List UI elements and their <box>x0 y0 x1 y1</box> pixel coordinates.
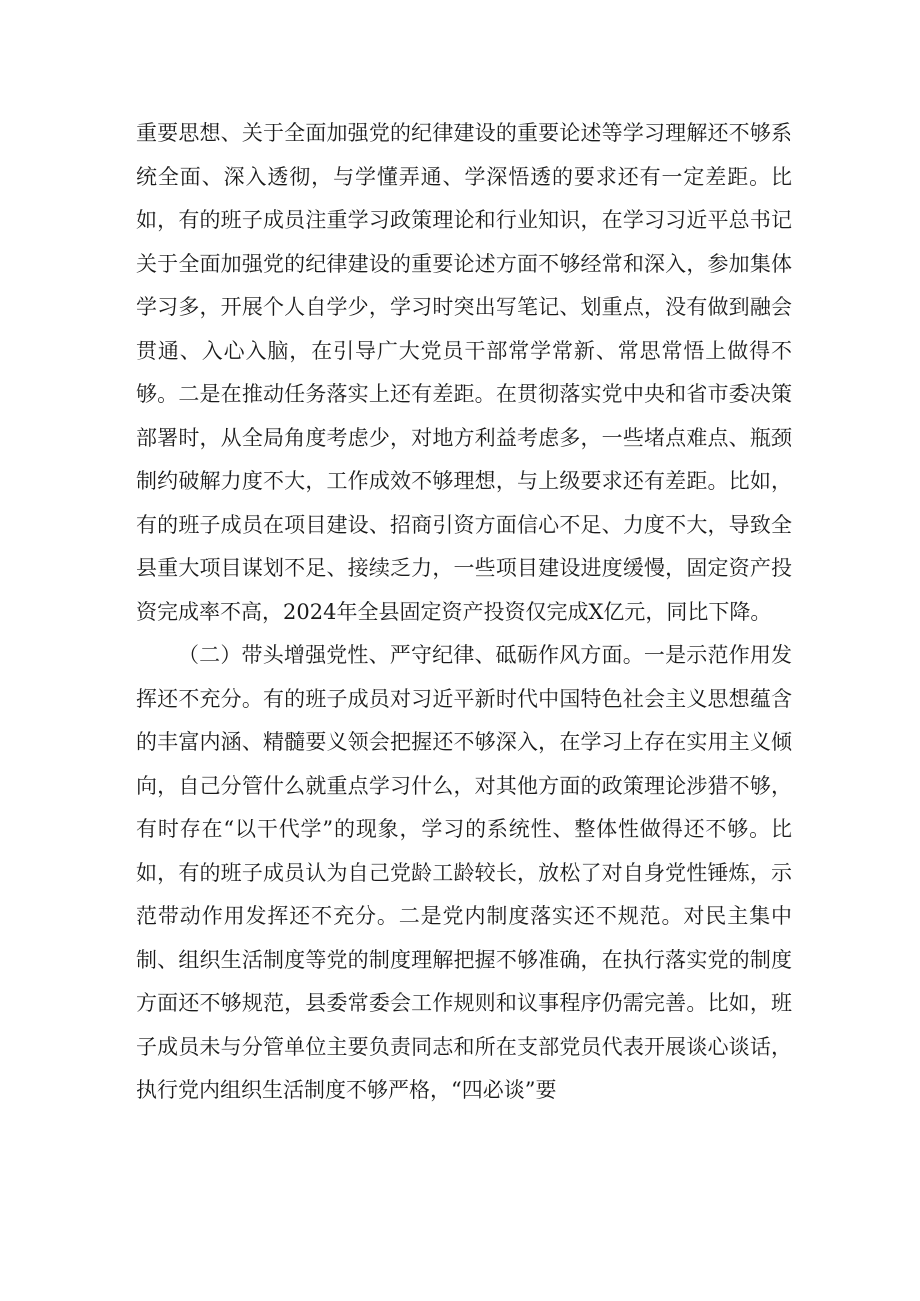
paragraph-1: 重要思想、关于全面加强党的纪律建设的重要论述等学习理解还不够系统全面、深入透彻，与学懂弄通、学深悟透的要求还有一定差距。比如，有的班子成员注重学习政策理论和行业知识，在学习习近平总书记关于全面加强党的纪律建设的重要论述方面不够经常和深入，参加集体学习多，开展个人自学少，学习时突出写笔记、划重点，没有做到融会贯通、入心入脑，在引导广大党员干部常学常新、常思常悟上做得不够。二是在推动任务落实上还有差距。在贯彻落实党中央和省市委决策部署时，从全局角度考虑少，对地方利益考虑多，一些堵点难点、瓶颈制约破解力度不大，工作成效不够理想，与上级要求还有差距。比如，有的班子成员在项目建设、招商引资方面信心不足、力度不大，导致全县重大项目谋划不足、接续乏力，一些项目建设进度缓慢，固定资产投资完成率不高，2024年全县固定资产投资仅完成X亿元，同比下降。 <box>136 121 792 624</box>
document-page <box>136 112 792 1113</box>
paragraph-2: （二）带头增强党性、严守纪律、砥砺作风方面。一是示范作用发挥还不充分。有的班子成员对习近平新时代中国特色社会主义思想蕴含的丰富内涵、精髓要义领会把握还不够深入，在学习上存在实用主义倾向，自己分管什么就重点学习什么，对其他方面的政策理论涉猎不够，有时存在“以干代学”的现象，学习的系统性、整体性做得还不够。比如，有的班子成员认为自己党龄工龄较长，放松了对自身党性锤炼，示范带动作用发挥还不充分。二是党内制度落实还不规范。对民主集中制、组织生活制度等党的制度理解把握不够准确，在执行落实党的制度方面还不够规范，县委常委会工作规则和议事程序仍需完善。比如，班子成员未与分管单位主要负责同志和所在支部党员代表开展谈心谈话，执行党内组织生活制度不够严格，“四必谈”要 <box>136 643 792 1102</box>
